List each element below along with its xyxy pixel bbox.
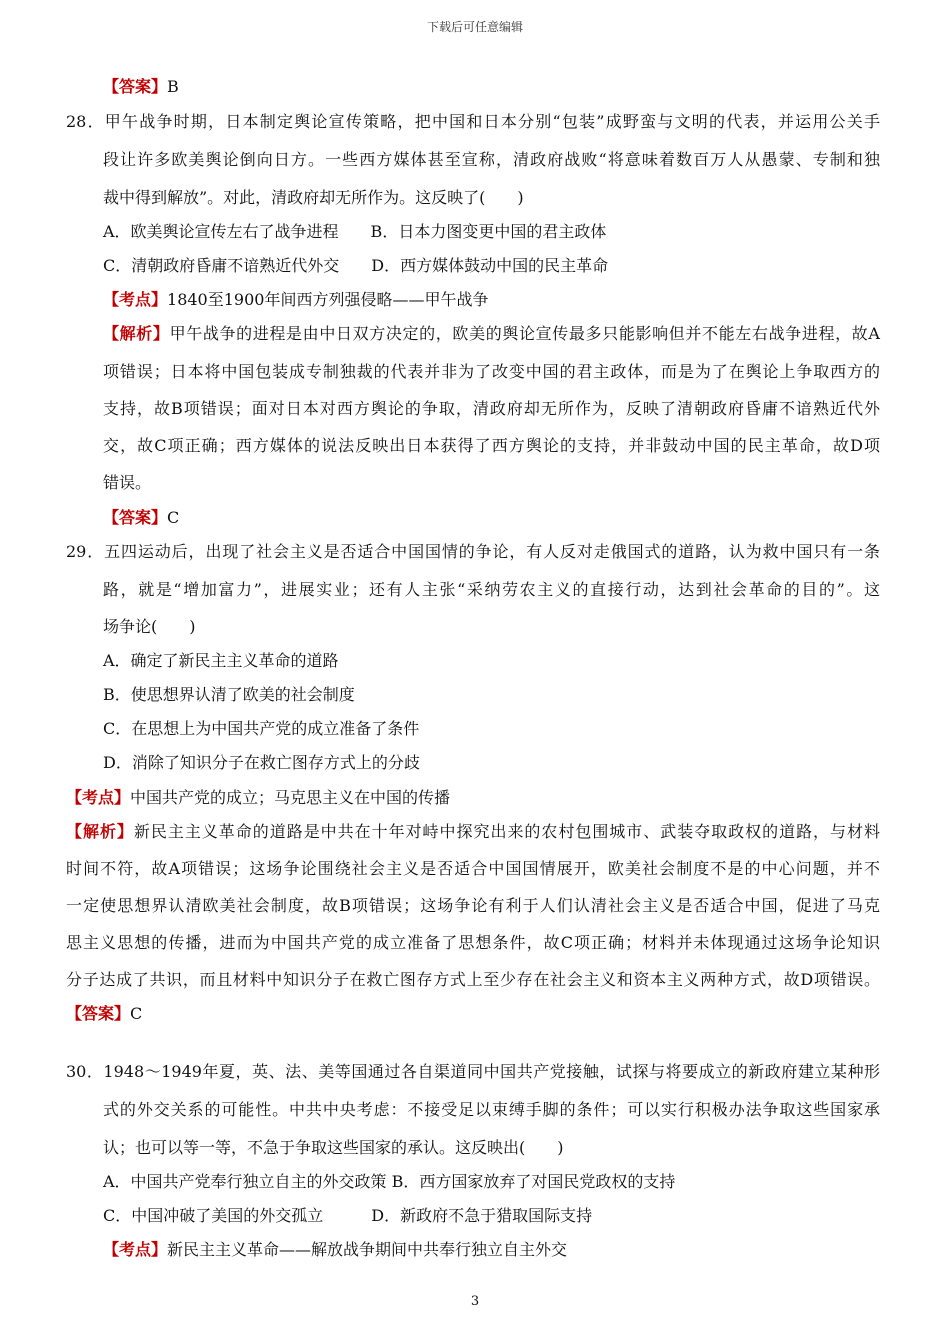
kaodian-tag: 【考点】 — [66, 788, 131, 807]
q28-option-line: A．欧美舆论宣传左右了战争进程 B．日本力图变更中国的君主政体 — [103, 222, 607, 241]
q29-option-line: A．确定了新民主主义革命的道路 — [103, 651, 339, 670]
q29-jiexi-line — [66, 822, 880, 842]
q30-stem-line: 30．1948～1949年夏，英、法、美等国通过各自渠道同中国共产党接触，试探与将要成立的新政府建立某种形 — [66, 1062, 880, 1081]
q30-option-line: A．中国共产党奉行独立自主的外交政策 B．西方国家放弃了对国民党政权的支持 — [103, 1172, 676, 1191]
answer-value: C — [167, 508, 180, 527]
q28-jiexi-line: 项错误；日本将中国包装成专制独裁的代表并非为了改变中国的君主政体，而是为了在舆论上争取西方的 — [103, 362, 880, 381]
q28-stem-line: 段让许多欧美舆论倒向日方。一些西方媒体甚至宣称，清政府战败“将意味着数百万人从愚蒙、专制和独 — [103, 150, 880, 169]
q30-stem-line: 式的外交关系的可能性。中共中央考虑：不接受足以束缚手脚的条件；可以实行积极办法争取这些国家承 — [103, 1100, 880, 1119]
q28-jiexi-line — [103, 324, 880, 344]
q29-stem-line: 路，就是“增加富力”，进展实业；还有人主张“采纳劳农主义的直接行动，达到社会革命的目的”。这 — [103, 580, 880, 599]
q28-kaodian — [103, 290, 488, 310]
q29-stem-line: 场争论( ) — [103, 617, 196, 636]
q29-jiexi-line: 分子达成了共识，而且材料中知识分子在救亡图存方式上至少存在社会主义和资本主义两种方式，故D项错误。 — [66, 970, 880, 989]
q27-answer — [103, 77, 179, 97]
jiexi-text: 新民主主义革命的道路是中共在十年对峙中探究出来的农村包围城市、武装夺取政权的道路，与材料 — [133, 822, 880, 841]
q29-jiexi-line: 思主义思想的传播，进而为中国共产党的成立准备了思想条件，故C项正确；材料并未体现通过这场争论知识 — [66, 933, 880, 952]
q29-kaodian — [66, 788, 450, 808]
q29-option-line: B．使思想界认清了欧美的社会制度 — [103, 685, 355, 704]
kaodian-tag: 【考点】 — [103, 1240, 168, 1259]
q28-answer — [103, 508, 179, 528]
jiexi-tag: 【解析】 — [66, 822, 134, 841]
jiexi-tag: 【解析】 — [103, 324, 170, 343]
q30-option-line: C．中国冲破了美国的外交孤立 D．新政府不急于猎取国际支持 — [103, 1206, 593, 1225]
q30-stem-line: 认；也可以等一等，不急于争取这些国家的承认。这反映出( ) — [103, 1138, 564, 1157]
answer-tag: 【答案】 — [103, 508, 168, 527]
q29-jiexi-line: 一定使思想界认清欧美社会制度，故B项错误；这场争论有利于人们认清社会主义是否适合中国，促进了马克 — [66, 896, 880, 915]
page-header: 下载后可任意编辑 — [426, 20, 523, 34]
q29-jiexi-line: 时间不符，故A项错误；这场争论围绕社会主义是否适合中国国情展开，欧美社会制度不是的中心问题，并不 — [66, 859, 880, 878]
q29-option-line: C．在思想上为中国共产党的成立准备了条件 — [103, 719, 420, 738]
answer-value: C — [130, 1004, 143, 1023]
answer-tag: 【答案】 — [103, 77, 168, 96]
kaodian-tag: 【考点】 — [103, 290, 168, 309]
answer-value: B — [167, 77, 179, 96]
jiexi-text: 甲午战争的进程是由中日双方决定的，欧美的舆论宣传最多只能影响但并不能左右战争进程，故A — [169, 324, 880, 343]
q28-jiexi-line: 支持，故B项错误；面对日本对西方舆论的争取，清政府却无所作为，反映了清朝政府昏庸不谙熟近代外 — [103, 399, 880, 418]
q29-option-line: D．消除了知识分子在救亡图存方式上的分歧 — [103, 753, 420, 772]
kaodian-text: 1840至1900年间西方列强侵略——甲午战争 — [167, 290, 489, 309]
kaodian-text: 新民主主义革命——解放战争期间中共奉行独立自主外交 — [167, 1240, 568, 1259]
q29-answer — [66, 1004, 142, 1024]
q28-option-line: C．清朝政府昏庸不谙熟近代外交 D．西方媒体鼓动中国的民主革命 — [103, 256, 609, 275]
q28-jiexi-line: 错误。 — [103, 473, 152, 492]
q28-stem-line: 28．甲午战争时期，日本制定舆论宣传策略，把中国和日本分别“包装”成野蛮与文明的代表，并运用公关手 — [66, 112, 880, 131]
q28-jiexi-line: 交，故C项正确；西方媒体的说法反映出日本获得了西方舆论的支持，并非鼓动中国的民主革命，故D项 — [103, 436, 880, 455]
q29-stem-line: 29．五四运动后，出现了社会主义是否适合中国国情的争论，有人反对走俄国式的道路，认为救中国只有一条 — [66, 542, 880, 561]
q28-stem-line: 裁中得到解放”。对此，清政府却无所作为。这反映了( ) — [103, 188, 524, 207]
answer-tag: 【答案】 — [66, 1004, 131, 1023]
q30-kaodian — [103, 1240, 567, 1260]
page-number: 3 — [470, 1294, 480, 1309]
kaodian-text: 中国共产党的成立；马克思主义在中国的传播 — [130, 788, 451, 807]
